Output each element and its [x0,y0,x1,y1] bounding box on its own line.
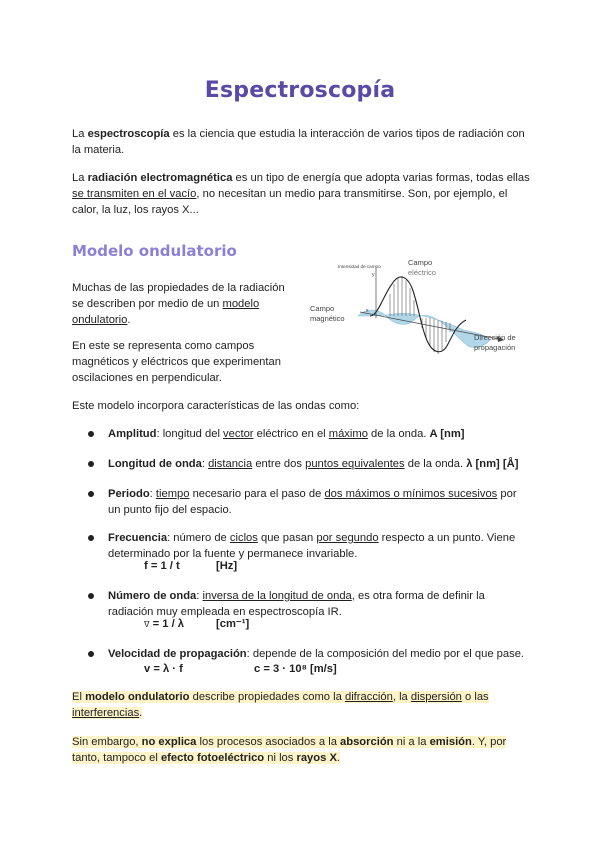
model-paragraph-2: En este se representa como campos magnéticos y eléctricos que experimentan oscilaciones en perpendicular. [72,340,281,384]
highlighted-text [72,736,506,764]
label-magnetic-line2: magnético [310,314,345,323]
underlined-text: máximo [328,428,368,440]
bullets-intro: Este modelo incorpora características de las ondas como: [72,400,360,412]
text: entre dos [252,458,306,470]
text: : longitud del [156,428,224,440]
bullet-dot [88,491,94,497]
term: Periodo [108,488,150,500]
bullet-periodo [108,486,528,518]
text: los procesos asociados a la [196,736,341,748]
bold-term: rayos X [296,752,337,764]
term: Velocidad de propagación [108,648,247,660]
y-label: y [372,272,375,278]
underlined-text: distancia [208,458,253,470]
underlined-text: difracción [344,691,393,703]
intro-paragraph-2 [72,170,532,218]
underlined-text: por segundo [316,532,379,544]
bullet-dot [88,461,94,467]
term: Número de onda [108,590,197,602]
text: ni los [264,752,297,764]
text: . Y, por tanto, tampoco el [72,736,507,764]
text: , es otra forma de definir la radiación muy empleada en espectroscopía IR. [108,590,485,618]
text: de la onda. [404,458,467,470]
model-paragraph-1 [72,280,286,328]
highlighted-text [72,691,489,719]
text: , la [392,691,411,703]
text: . [127,314,131,326]
term: Amplitud [108,428,157,440]
underlined-text: puntos equivalentes [305,458,405,470]
bullet-dot [88,535,94,541]
intro-paragraph-1 [72,126,532,158]
text: : depende de la composición del medio por el que pase. [246,648,525,660]
formula: = 1 / λ [149,618,185,630]
text: : [196,590,203,602]
text: : [201,458,209,470]
bold-term: no explica [141,736,197,748]
bullet-longitud [108,456,528,472]
text: Sin embargo, [72,736,142,748]
bold-term: espectroscopía [87,128,170,140]
text: ni a la [393,736,430,748]
text: . [336,752,341,764]
unit: λ [nm] [Å] [466,458,519,470]
bullet-velocidad [108,646,528,662]
bullet-dot [88,431,94,437]
text: o las [461,691,489,703]
text: Muchas de las propiedades de la radiación se describen por medio de un [72,282,285,310]
section-heading: Modelo ondulatorio [72,242,237,260]
text: eléctrico en el [253,428,329,440]
underlined-text: dos máximos o mínimos sucesivos [324,488,498,500]
text: La [72,128,88,140]
unit-numero: [cm⁻¹] [216,618,250,630]
underlined-text: dispersión [410,691,462,703]
unit: A [nm] [429,428,465,440]
bold-term: modelo ondulatorio [85,691,190,703]
text: , no necesitan un medio para transmitirse. Son, por ejemplo, el calor, la luz, los rayos X... [72,188,508,216]
text: de la onda. [367,428,430,440]
underlined-text: tiempo [155,488,190,500]
underlined-text: interferencias [72,707,140,719]
text: por un punto fijo del espacio. [108,488,517,516]
text: . [139,707,143,719]
underlined-text: se transmiten en el vacío [72,188,197,200]
term: Frecuencia [108,532,168,544]
bullet-dot [88,593,94,599]
text: : [149,488,156,500]
term: Longitud de onda [108,458,202,470]
formula-velocidad: v = λ · f [144,663,183,675]
text: es un tipo de energía que adopta varias formas, todas ellas [232,172,530,184]
bullet-dot [88,651,94,657]
bold-term: absorción [340,736,394,748]
underlined-text: ciclos [229,532,258,544]
text: respecto a un punto. Viene determinado por la fuente y permanece invariable. [108,532,516,560]
text: El [72,691,86,703]
text: : número de [167,532,230,544]
page-title: Espectroscopía [204,78,396,103]
formula-light-speed: c = 3 · 10⁸ [m/s] [254,663,337,675]
x-label: x [366,308,369,314]
underlined-text: modelo ondulatorio [72,298,260,326]
underlined-text: inversa de la longitud de onda [202,590,352,602]
closing-paragraph-2 [72,734,532,766]
wave-diagram [308,254,530,370]
text: es la ciencia que estudia la interacción de varios tipos de radiación con la materia. [72,128,525,156]
text: La [72,172,88,184]
bullet-amplitud [108,426,528,442]
closing-paragraph-1 [72,689,532,721]
underlined-text: vector [223,428,254,440]
label-direction-line1: Dirección de [474,333,516,342]
bold-term: emisión [429,736,472,748]
axis-label: Intensidad de campo [338,264,381,269]
nabla-symbol: ᐁ [144,620,150,629]
text: describe propiedades como la [189,691,345,703]
label-electric-line1: Campo [408,258,433,267]
formula-frecuencia: f = 1 / t [144,560,180,572]
text: que pasan [257,532,317,544]
label-electric-line2: eléctrico [408,268,436,277]
unit-frecuencia: [Hz] [216,560,238,572]
label-magnetic-line1: Campo [310,304,335,313]
bold-term: efecto fotoeléctrico [160,752,265,764]
text: necesario para el paso de [189,488,325,500]
bold-term: radiación electromagnética [87,172,233,184]
label-direction-line2: propagación [474,343,516,352]
